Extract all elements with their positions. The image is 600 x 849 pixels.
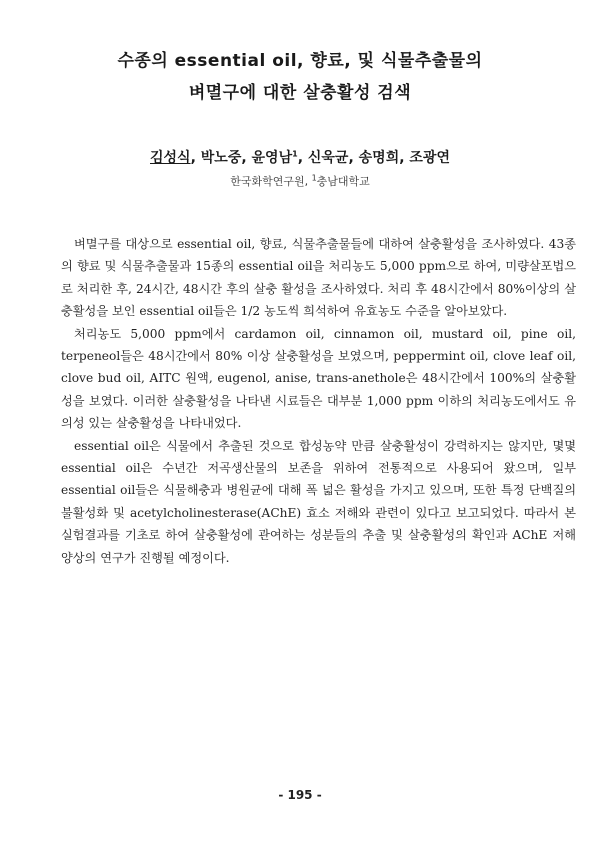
paper-title-line2: 벼멸구에 대한 살충활성 검색 xyxy=(188,83,412,103)
page-number: - 195 - xyxy=(278,788,322,802)
author-names: , 박노중, 윤영남 xyxy=(190,150,293,166)
first-author: 김성식 xyxy=(150,150,191,166)
affiliation-secondary: 충남대학교 xyxy=(316,175,370,188)
abstract-body xyxy=(61,233,576,569)
abstract-paragraph-3: essential oil은 식물에서 추출된 것으로 합성농약 만큼 살충활성이 강력하지는 않지만, 몇몇 essential oil은 수년간 저곡생산물의 보존을 위하여 전통적으로 사용되어 왔으며, 일부 essential oil들은 식물해충과 병원균에 대해 폭 넓은 활성을 가지고 있으며, 또한 특정 단백질의 불활성화 및 acetylcholinesterase(AChE) 효소 저해와 관련이 있다고 보고되었다. 따라서 본 실험결과를 기초로 하여 살충활성에 관여하는 성분들의 추출 및 살충활성의 확인과 AChE 저해 양상의 연구가 진행될 예정이다. xyxy=(61,438,576,565)
affiliation-marker: 1 xyxy=(311,173,317,183)
affiliation-primary: 한국화학연구원, xyxy=(230,175,312,188)
author-names-rest: , 신욱균, 송명희, 조광연 xyxy=(297,150,450,166)
affiliations xyxy=(0,173,600,189)
affiliation-marker: 1 xyxy=(292,149,298,159)
author-list xyxy=(0,147,600,167)
paper-title-line1: 수종의 essential oil, 향료, 및 식물추출물의 xyxy=(117,51,483,71)
abstract-paragraph-1: 벼멸구를 대상으로 essential oil, 향료, 식물추출물들에 대하여 살충활성을 조사하였다. 43종의 향료 및 식물추출물과 15종의 essential oil을 처리농도 5,000 ppm으로 하여, 미량살포법으로 처리한 후, 24시간, 48시간 후의 살충 활성을 조사하였다. 처리 후 48시간에서 80%이상의 살충활성을 보인 essential oil들은 1/2 농도씩 희석하여 유효농도 수준을 알아보았다. xyxy=(61,237,576,319)
abstract-paragraph-2: 처리농도 5,000 ppm에서 cardamon oil, cinnamon oil, mustard oil, pine oil, terpeneol들은 48시간에서 80% 이상 살충활성을 보였으며, peppermint oil, clove leaf oil, clove bud oil, AITC 원액, eugenol, anise, trans-anethole은 48시간에서 100%의 살충활성을 보였다. 이러한 살충활성을 나타낸 시료들은 대부분 1,000 ppm 이하의 처리농도에서도 유의성 있는 살충활성을 나타내었다. xyxy=(61,326,576,431)
